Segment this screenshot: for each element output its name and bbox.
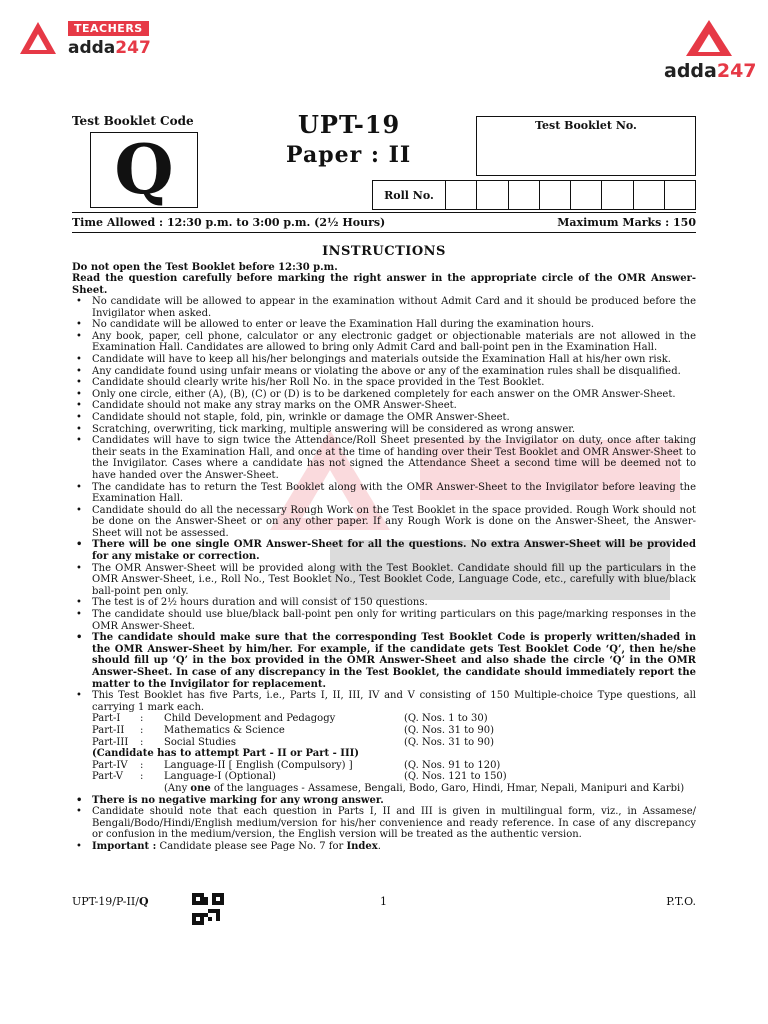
instruction-item: • Candidate should not staple, fold, pin, wrinkle or damage the OMR Answer-Sheet. xyxy=(72,412,696,424)
roll-digit-cell[interactable] xyxy=(509,181,540,209)
booklet-number-box[interactable] xyxy=(476,116,696,176)
instruction-item: • No candidate will be allowed to enter or leave the Examination Hall during the examination hours. xyxy=(72,319,696,331)
roll-digit-cell[interactable] xyxy=(634,181,665,209)
instruction-item: • Candidate should note that each question in Parts I, II and III is given in multilingual form, viz., in Assamese/ Bengali/Bodo/Hindi/English medium/version for his/her convenience and ready reference. In case of any discrepancy or confusion in the medium/version, the English version will be treated as the authentic version. xyxy=(72,806,696,841)
languages-note: (Any one of the languages - Assamese, Bengali, Bodo, Garo, Hindi, Hmar, Nepali, Manipuri and Karbi) xyxy=(164,782,685,794)
instruction-item: • The candidate should make sure that the corresponding Test Booklet Code is properly written/shaded in the OMR Answer-Sheet by him/her. For example, if the candidate gets Test Booklet Code ‘Q’, then he/she should fill up ‘Q’ in the box provided in the OMR Answer-Sheet and also shade the circle ‘Q’ in the OMR Answer-Sheet. In case of any discrepancy in the Test Booklet, the candidate should immediately report the matter to the Invigilator for replacement. xyxy=(72,632,696,690)
divider xyxy=(72,212,696,213)
instruction-item: • Only one circle, either (A), (B), (C) or (D) is to be darkened completely for each answer on the OMR Answer-Sheet. xyxy=(72,389,696,401)
roll-number-label: Roll No. xyxy=(373,181,446,209)
parts-table xyxy=(72,713,696,794)
roll-digit-cell[interactable] xyxy=(540,181,571,209)
roll-digit-cell[interactable] xyxy=(665,181,695,209)
booklet-code-box: Q xyxy=(90,132,198,208)
part-row: Part-I : Child Development and Pedagogy (Q. Nos. 1 to 30) xyxy=(92,713,488,725)
instruction-item: • Any book, paper, cell phone, calculator or any electronic gadget or objectionable materials are not allowed in the Examination Hall. Candidates are allowed to bring only Admit Card and ball-point pen in the Examination Hall. xyxy=(72,331,696,354)
instruction-item: • The OMR Answer-Sheet will be provided along with the Test Booklet. Candidate should fill up the particulars in the OMR Answer-Sheet, i.e., Roll No., Test Booklet No., Test Booklet Code, Language Code, etc., carefully with blue/black ball-point pen only. xyxy=(72,563,696,598)
exam-title: UPT-19 xyxy=(298,110,401,139)
teachers-tag: TEACHERS xyxy=(68,21,149,36)
qr-code-icon xyxy=(192,893,224,925)
instruction-item: • The candidate has to return the Test Booklet along with the OMR Answer-Sheet to the Invigilator before leaving the Examination Hall. xyxy=(72,482,696,505)
paper-title: Paper : II xyxy=(286,142,412,168)
roll-digit-cell[interactable] xyxy=(446,181,477,209)
adda-wordmark: adda247 xyxy=(664,60,757,82)
footer-code: UPT-19/P-II/Q xyxy=(72,895,149,908)
page-number: 1 xyxy=(380,895,387,908)
part-row: Part-IV : Language-II [ English (Compulsory) ] (Q. Nos. 91 to 120) xyxy=(92,759,501,771)
pto-label: P.T.O. xyxy=(666,895,696,908)
instruction-item: • The test is of 2½ hours duration and will consist of 150 questions. xyxy=(72,597,696,609)
instruction-item: • No candidate will be allowed to appear in the examination without Admit Card and it should be produced before the Invigilator when asked. xyxy=(72,296,696,319)
roll-digit-cell[interactable] xyxy=(602,181,633,209)
maximum-marks: Maximum Marks : 150 xyxy=(557,216,696,229)
parts-note: (Candidate has to attempt Part - II or Part - III) xyxy=(92,748,360,760)
part-row: Part-V : Language-I (Optional) (Q. Nos. 121 to 150) xyxy=(92,771,507,783)
instruction-item: • This Test Booklet has five Parts, i.e., Parts I, II, III, IV and V consisting of 150 Multiple-choice Type questions, all carrying 1 mark each. xyxy=(72,690,696,713)
instruction-list xyxy=(72,296,696,853)
adda-wordmark: adda247 xyxy=(68,38,151,58)
instruction-lead: Read the question carefully before marking the right answer in the appropriate circle of the OMR Answer-Sheet. xyxy=(72,273,696,296)
instruction-item: • Important : Candidate please see Page No. 7 for Index. xyxy=(72,841,696,853)
instruction-item: • Candidate will have to keep all his/her belongings and materials outside the Examination Hall at his/her own risk. xyxy=(72,354,696,366)
instruction-lead: Do not open the Test Booklet before 12:30 p.m. xyxy=(72,262,338,273)
time-allowed: Time Allowed : 12:30 p.m. to 3:00 p.m. (2½ Hours) xyxy=(72,216,386,229)
instruction-item: • There is no negative marking for any wrong answer. xyxy=(72,795,696,807)
instruction-item: • There will be one single OMR Answer-Sheet for all the questions. No extra Answer-Sheet will be provided for any mistake or correction. xyxy=(72,539,696,562)
booklet-number-label: Test Booklet No. xyxy=(535,119,637,132)
part-row: Part-II : Mathematics & Science (Q. Nos. 31 to 90) xyxy=(92,724,494,736)
instructions-title: INSTRUCTIONS xyxy=(322,244,446,259)
roll-digit-cell[interactable] xyxy=(571,181,602,209)
instruction-item: • The candidate should use blue/black ball-point pen only for writing particulars on this page/marking responses in the OMR Answer-Sheet. xyxy=(72,609,696,632)
adda247-logo xyxy=(664,18,757,84)
roll-digit-cell[interactable] xyxy=(477,181,508,209)
adda-triangle-icon xyxy=(684,18,734,58)
part-row: Part-III : Social Studies (Q. Nos. 31 to 90) xyxy=(92,736,494,748)
divider xyxy=(72,232,696,233)
roll-number-box[interactable] xyxy=(372,180,696,210)
booklet-code-label: Test Booklet Code xyxy=(72,114,194,128)
instruction-item: • Candidates will have to sign twice the Attendance/Roll Sheet presented by the Invigilator on duty, once after taking their seats in the Examination Hall, and once at the time of handing over their Test Booklet and OMR Answer-Sheet to the Invigilator. Cases where a candidate has not signed the Attendance Sheet a second time will be deemed not to have handed over the Answer-Sheet. xyxy=(72,435,696,481)
adda-triangle-icon xyxy=(18,20,58,56)
instruction-item: • Any candidate found using unfair means or violating the above or any of the examination rules shall be disqualified. xyxy=(72,366,696,378)
adda247-teachers-logo xyxy=(18,18,158,60)
instruction-item: • Candidate should do all the necessary Rough Work on the Test Booklet in the space provided. Rough Work should not be done on the Answer-Sheet or on any other paper. If any Rough Work is done on the Answer-Sheet, the Answer-Sheet will not be assessed. xyxy=(72,505,696,540)
instruction-item: • Candidate should clearly write his/her Roll No. in the space provided in the Test Booklet. xyxy=(72,377,696,389)
instruction-item: • Scratching, overwriting, tick marking, multiple answering will be considered as wrong answer. xyxy=(72,424,696,436)
instruction-item: • Candidate should not make any stray marks on the OMR Answer-Sheet. xyxy=(72,400,696,412)
